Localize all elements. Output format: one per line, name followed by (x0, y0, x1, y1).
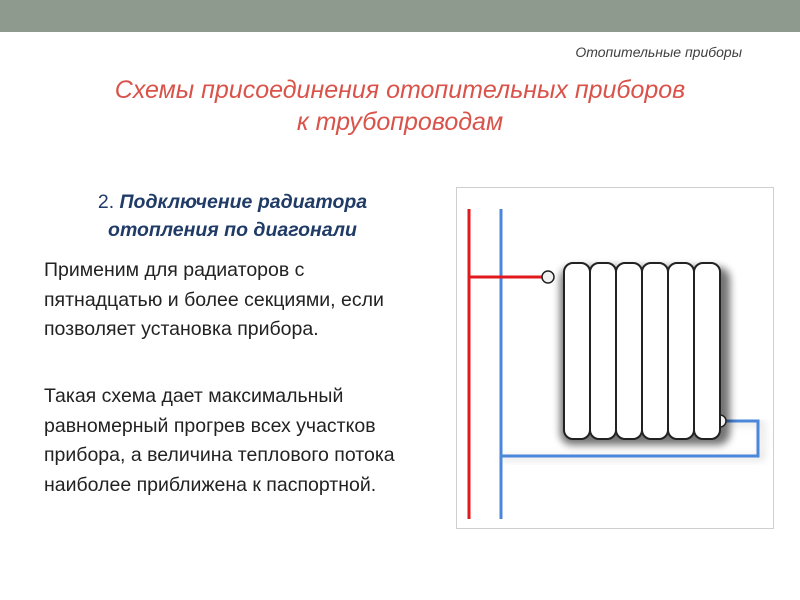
paragraph-benefit: Такая схема дает максимальный равномерный прогрев всех участков прибора, а величина теплового потока наиболее приближена к паспортной. (44, 385, 395, 496)
radiator-section-4 (642, 263, 668, 439)
slide-title-line-2: к трубопроводам (296, 108, 504, 136)
top-bar (0, 0, 800, 32)
radiator-diagonal-connection-diagram (456, 187, 774, 529)
slide-title-line-1: Схемы присоединения отопительных приборов (114, 76, 686, 104)
radiator-section-2 (590, 263, 616, 439)
paragraph-usage: Применим для радиаторов с пятнадцатью и более секциями, если позволяет установка прибора. (44, 259, 384, 340)
section-label: Отопительные приборы (575, 44, 742, 60)
radiator-section-5 (668, 263, 694, 439)
supply-valve (542, 271, 554, 283)
slide-title (40, 74, 760, 138)
subsection-heading (40, 188, 425, 244)
radiator-section-6 (694, 263, 720, 439)
heading-text: Подключение радиатора отопления по диагонали (108, 191, 368, 241)
heading-number: 2. (97, 191, 115, 213)
radiator-section-1 (564, 263, 590, 439)
radiator-section-3 (616, 263, 642, 439)
radiator (564, 263, 720, 439)
